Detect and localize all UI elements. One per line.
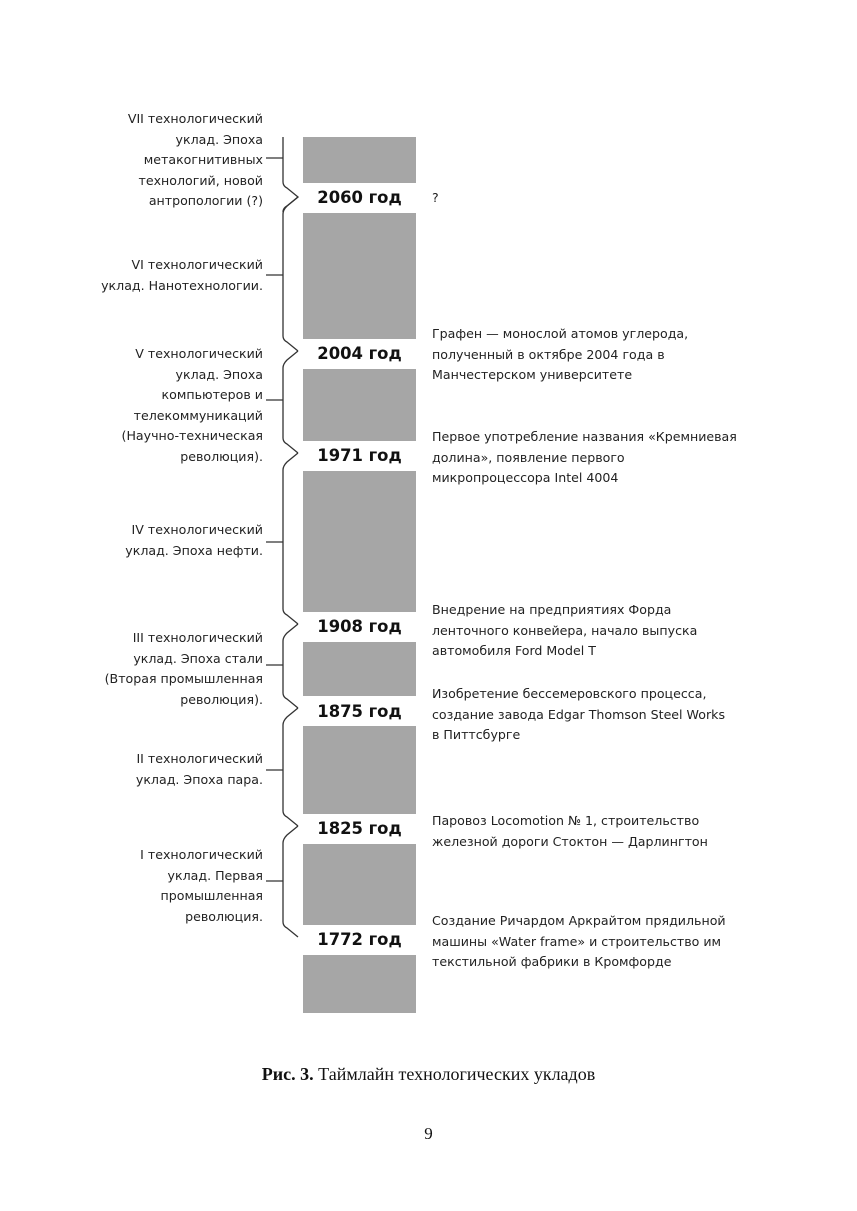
era-line: уклад. Эпоха стали xyxy=(133,650,263,666)
year-label: 1971 год xyxy=(317,446,402,465)
era-label-1 xyxy=(96,845,263,927)
event-line: ленточного конвейера, начало выпуска xyxy=(432,622,698,638)
era-label-4 xyxy=(96,520,263,561)
era-line: (Научно-техническая xyxy=(121,428,263,443)
event-line: в Питтсбурге xyxy=(432,727,521,742)
year-label: 1772 год xyxy=(317,930,402,949)
era-line: революция). xyxy=(180,691,263,707)
event-description xyxy=(432,600,772,662)
event-description xyxy=(432,684,772,746)
year-label: 2060 год xyxy=(317,188,402,207)
era-line: I технологический xyxy=(140,847,263,862)
era-line: VI технологический xyxy=(131,257,263,272)
era-line: технологий, новой xyxy=(138,172,263,188)
era-line: IV технологический xyxy=(131,522,263,537)
era-label-5 xyxy=(96,344,263,467)
event-line: долина», появление первого xyxy=(432,449,625,465)
event-line: железной дороги Стоктон — Дарлингтон xyxy=(432,833,708,849)
event-line: микропроцессора Intel 4004 xyxy=(432,470,619,485)
era-line: уклад. Эпоха xyxy=(175,366,263,382)
event-line: полученный в октябре 2004 года в xyxy=(432,346,665,362)
era-line: уклад. Эпоха пара. xyxy=(135,771,263,787)
era-line: VII технологический xyxy=(127,111,263,126)
era-line: компьютеров и xyxy=(161,387,263,402)
era-line: телекоммуникаций xyxy=(133,407,263,423)
era-bracket-1 xyxy=(283,826,298,937)
event-line: Графен — монослой атомов углерода, xyxy=(432,326,689,341)
era-line: III технологический xyxy=(132,630,263,645)
era-bracket-5 xyxy=(283,351,298,453)
era-line: революция). xyxy=(180,448,263,464)
era-line: (Вторая промышленная xyxy=(104,671,263,686)
year-label: 1875 год xyxy=(317,702,402,721)
figure-caption-label: Рис. 3. xyxy=(261,1064,314,1084)
event-line: Внедрение на предприятиях Форда xyxy=(432,602,672,617)
year-label: 1908 год xyxy=(317,617,402,636)
event-line: Создание Ричардом Аркрайтом прядильной xyxy=(432,913,726,928)
era-line: уклад. Эпоха нефти. xyxy=(125,542,263,558)
page-number: 9 xyxy=(424,1124,433,1143)
era-label-2 xyxy=(96,749,263,790)
year-label: 1825 год xyxy=(317,819,402,838)
event-line: текстильной фабрики в Кромфорде xyxy=(432,954,672,969)
event-description xyxy=(432,911,772,973)
era-line: уклад. Нанотехнологии. xyxy=(101,277,263,293)
era-line: революция. xyxy=(185,908,263,924)
event-line: Манчестерском университете xyxy=(432,367,633,382)
era-label-6 xyxy=(96,255,263,296)
era-line: уклад. Первая xyxy=(167,867,263,883)
event-description xyxy=(432,427,772,489)
event-line: ? xyxy=(432,190,439,205)
event-description xyxy=(432,188,772,209)
era-bracket-2 xyxy=(283,708,298,826)
figure-caption-text: Таймлайн технологических укладов xyxy=(318,1064,596,1084)
figure-caption xyxy=(0,1064,857,1085)
era-label-7 xyxy=(96,109,263,212)
era-line: метакогнитивных xyxy=(143,152,263,167)
event-line: создание завода Edgar Thomson Steel Works xyxy=(432,706,726,722)
era-line: V технологический xyxy=(135,346,263,361)
era-line: II технологический xyxy=(136,751,263,766)
era-line: антропологии (?) xyxy=(148,193,263,208)
event-line: автомобиля Ford Model T xyxy=(432,643,596,658)
event-line: Паровоз Locomotion № 1, строительство xyxy=(432,813,700,828)
event-description xyxy=(432,324,772,386)
event-line: Первое употребление названия «Кремниевая xyxy=(432,429,737,444)
event-line: Изобретение бессемеровского процесса, xyxy=(432,686,707,701)
era-bracket-6 xyxy=(283,197,298,351)
era-line: промышленная xyxy=(160,888,263,903)
era-line: уклад. Эпоха xyxy=(175,131,263,147)
era-label-3 xyxy=(96,628,263,710)
event-description xyxy=(432,811,772,852)
event-line: машины «Water frame» и строительство им xyxy=(432,933,722,949)
era-bracket-3 xyxy=(283,624,298,708)
era-bracket-4 xyxy=(283,453,298,624)
year-label: 2004 год xyxy=(317,344,402,363)
era-bracket-7 xyxy=(283,137,298,212)
